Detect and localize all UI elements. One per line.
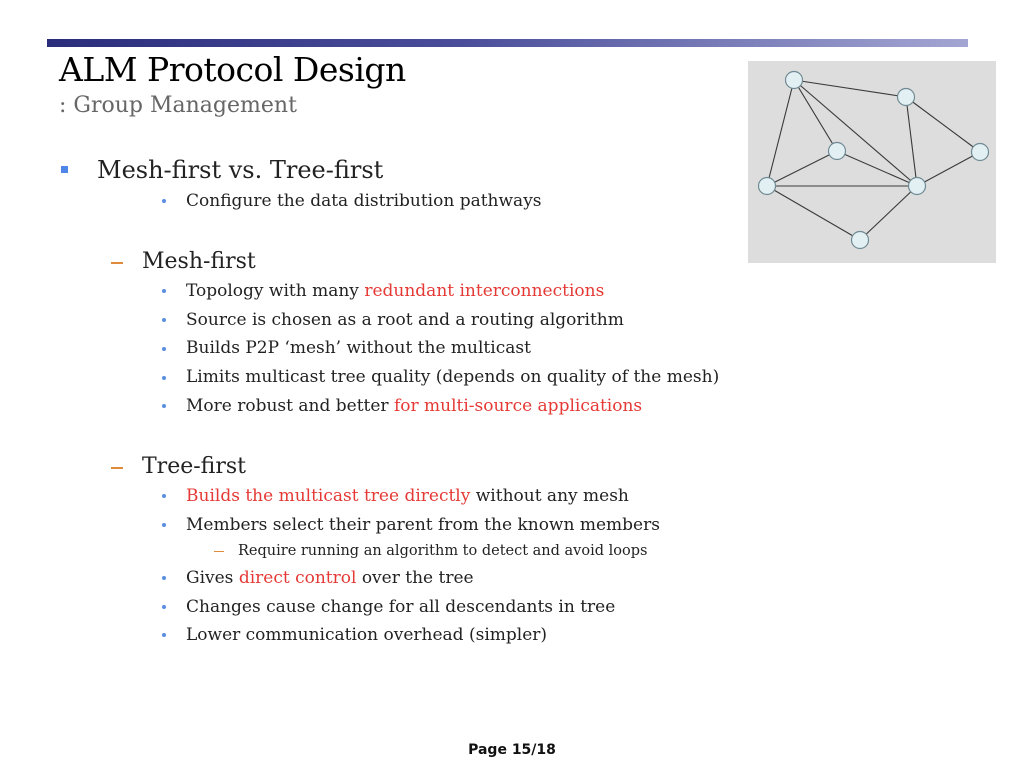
dash-bullet-icon — [111, 262, 123, 264]
dot-bullet-icon — [162, 404, 166, 408]
title-accent-bar — [47, 39, 968, 47]
dot-bullet-icon — [162, 633, 166, 637]
mesh-bullet-1-highlight: redundant interconnections — [364, 281, 605, 301]
node — [786, 72, 803, 89]
mesh-first-heading: Mesh-first — [142, 249, 256, 274]
mesh-bullet-1 — [186, 279, 604, 303]
tree-bullet-3-highlight: direct control — [238, 568, 357, 588]
tree-bullet-1 — [186, 484, 629, 508]
dot-bullet-icon — [162, 199, 166, 203]
tree-sub-bullet: Require running an algorithm to detect and avoid loops — [238, 543, 648, 559]
node — [909, 178, 926, 195]
slide-title: ALM Protocol Design — [59, 50, 406, 89]
dot-bullet-icon — [162, 605, 166, 609]
slide-subtitle: : Group Management — [59, 93, 297, 118]
dot-bullet-icon — [162, 318, 166, 322]
node — [829, 143, 846, 160]
mesh-bullet-4: Limits multicast tree quality (depends on quality of the mesh) — [186, 367, 720, 387]
main-bullet-heading: Mesh-first vs. Tree-first — [97, 156, 384, 184]
mesh-bullet-1-text: Topology with many — [186, 281, 365, 301]
mesh-bullet-5-text: More robust and better — [186, 396, 394, 416]
dash-bullet-icon — [111, 467, 123, 469]
square-bullet-icon — [61, 166, 68, 173]
mesh-network-diagram — [748, 61, 996, 263]
page-number: Page 15/18 — [468, 742, 556, 758]
dot-bullet-icon — [162, 289, 166, 293]
tree-bullet-1-text: without any mesh — [470, 486, 629, 506]
tree-bullet-2: Members select their parent from the known members — [186, 515, 660, 535]
intro-bullet: Configure the data distribution pathways — [186, 191, 542, 211]
node — [898, 89, 915, 106]
node — [852, 232, 869, 249]
dot-bullet-icon — [162, 376, 166, 380]
mesh-bullet-5 — [186, 394, 642, 418]
dash-bullet-icon — [214, 551, 224, 552]
dot-bullet-icon — [162, 576, 166, 580]
tree-bullet-3-tail: over the tree — [356, 568, 474, 588]
mesh-bullet-3: Builds P2P ‘mesh’ without the multicast — [186, 338, 531, 358]
dot-bullet-icon — [162, 494, 166, 498]
tree-bullet-3-text: Gives — [186, 568, 239, 588]
tree-first-heading: Tree-first — [142, 454, 246, 479]
tree-bullet-5: Lower communication overhead (simpler) — [186, 625, 548, 645]
tree-bullet-1-highlight: Builds the multicast tree directly — [186, 486, 471, 506]
mesh-bullet-5-highlight: for multi-source applications — [393, 396, 643, 416]
node — [759, 178, 776, 195]
tree-bullet-3 — [186, 566, 474, 590]
mesh-bullet-2: Source is chosen as a root and a routing algorithm — [186, 310, 624, 330]
dot-bullet-icon — [162, 523, 166, 527]
node — [972, 144, 989, 161]
tree-bullet-4: Changes cause change for all descendants in tree — [186, 597, 616, 617]
dot-bullet-icon — [162, 347, 166, 351]
